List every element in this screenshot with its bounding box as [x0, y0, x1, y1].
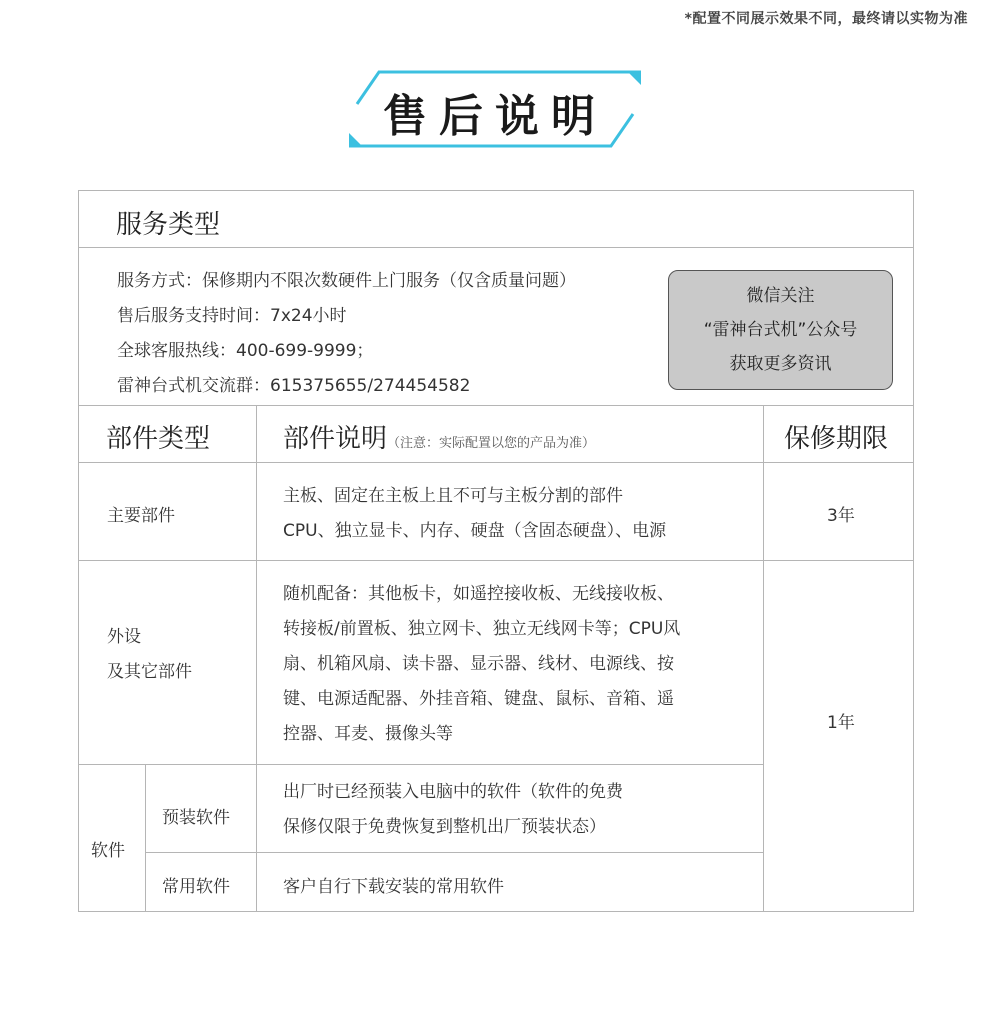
row-desc-main [283, 479, 666, 549]
row-divider [79, 764, 763, 765]
disclaimer-text: *配置不同展示效果不同，最终请以实物为准 [684, 11, 968, 27]
row-divider [145, 852, 763, 853]
row-type-peripherals [107, 620, 192, 690]
desc-line: 键、电源适配器、外挂音箱、键盘、鼠标、音箱、遥 [283, 689, 674, 709]
row-desc-peripherals [283, 577, 680, 752]
row-period-peripherals: 1年 [827, 713, 855, 733]
row-subtype-preinstalled: 预装软件 [162, 808, 230, 828]
row-divider [79, 405, 913, 406]
type-line: 及其它部件 [107, 662, 192, 682]
desc-line: 控器、耳麦、摄像头等 [283, 724, 453, 744]
desc-line: 转接板/前置板、独立网卡、独立无线网卡等；CPU风 [283, 619, 681, 639]
col-header-type: 部件类型 [106, 424, 211, 454]
type-line: 外设 [107, 627, 141, 647]
wechat-line: 微信关注 [746, 286, 815, 306]
service-line: 雷神台式机交流群：615375655/274454582 [117, 376, 471, 396]
wechat-line: “雷神台式机”公众号 [703, 320, 858, 340]
row-subtype-common: 常用软件 [162, 877, 230, 897]
wechat-follow-box [668, 270, 893, 390]
desc-line: 主板、固定在主板上且不可与主板分割的部件 [283, 486, 623, 506]
row-type-software: 软件 [91, 841, 125, 861]
wechat-line: 获取更多资讯 [729, 354, 832, 374]
service-line: 服务方式：保修期内不限次数硬件上门服务（仅含质量问题） [117, 271, 576, 291]
col-header-period: 保修期限 [784, 424, 889, 454]
row-divider [79, 247, 913, 248]
row-desc-preinstalled [283, 775, 623, 845]
page-title: 售后说明 [383, 91, 607, 142]
col-header-desc-label: 部件说明 [283, 424, 388, 454]
service-line: 售后服务支持时间：7x24小时 [117, 306, 347, 326]
col-header-desc-note: （注意：实际配置以您的产品为准） [387, 436, 596, 451]
after-sales-table [78, 190, 914, 912]
col-divider [256, 405, 257, 911]
row-desc-common: 客户自行下载安装的常用软件 [283, 877, 504, 897]
desc-line: 出厂时已经预装入电脑中的软件（软件的免费 [283, 782, 623, 802]
row-divider [79, 462, 913, 463]
col-divider [763, 405, 764, 911]
service-header: 服务类型 [116, 210, 221, 240]
desc-line: 扇、机箱风扇、读卡器、显示器、线材、电源线、按 [283, 654, 674, 674]
desc-line: 随机配备：其他板卡，如遥控接收板、无线接收板、 [283, 584, 674, 604]
row-type-main: 主要部件 [107, 506, 175, 526]
row-period-main: 3年 [827, 506, 855, 526]
title-banner [345, 66, 645, 152]
service-line: 全球客服热线：400-699-9999； [117, 341, 374, 361]
col-header-desc [283, 418, 595, 455]
desc-line: CPU、独立显卡、内存、硬盘（含固态硬盘）、电源 [283, 521, 667, 541]
col-divider [145, 764, 146, 911]
row-divider [79, 560, 913, 561]
desc-line: 保修仅限于免费恢复到整机出厂预装状态） [283, 817, 606, 837]
